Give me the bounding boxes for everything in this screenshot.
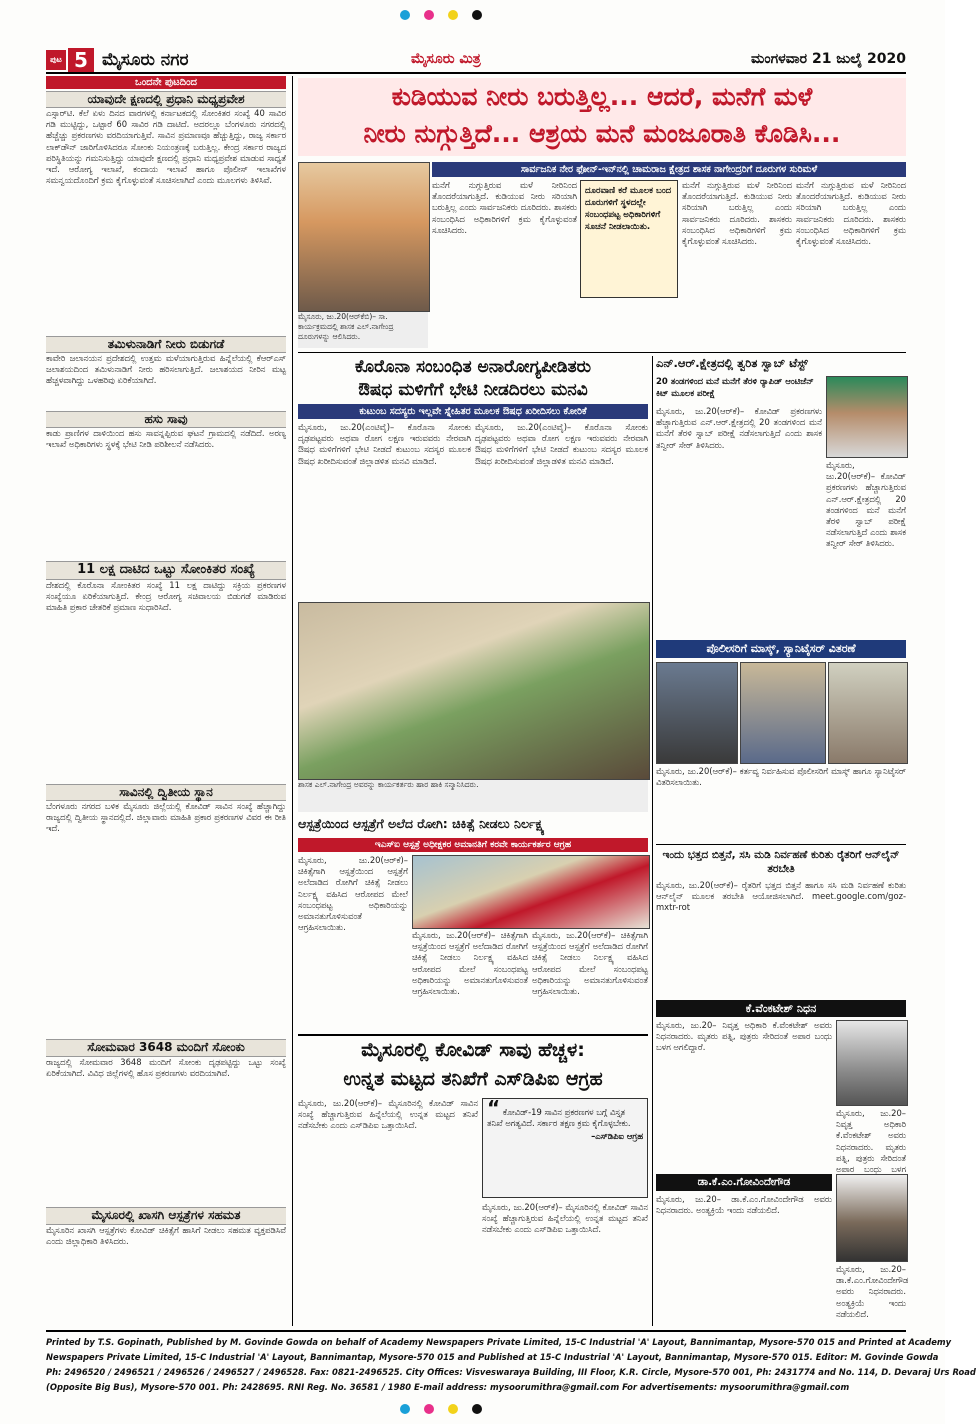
hospital-photo [412,855,650,929]
police-body: ಮೈಸೂರು, ಜು.20(ಆರ್‌ಕೆ)– ಕರ್ತವ್ಯ ನಿರ್ವಹಿಸುವ ಪೊಲೀಸರಿಗೆ ಮಾಸ್ಕ್ ಹಾಗೂ ಸ್ಯಾನಿಟೈಸರ್ ವಿತರಿಸಲಾಯಿತು. [656,766,906,788]
page-label: ಪುಟ [46,50,66,70]
online-headline: ಇಂದು ಭತ್ತದ ಬಿತ್ತನೆ, ಸಸಿ ಮಡಿ ನಿರ್ವಹಣೆ ಕುರಿತು ರೈತರಿಗೆ ಆನ್‌ಲೈನ್ ತರಬೇತಿ [662,849,900,875]
continued-label: ಒಂದನೇ ಪುಟದಿಂದ [46,76,286,89]
online-body: ಮೈಸೂರು, ಜು.20(ಆರ್‌ಕೆ)– ರೈತರಿಗೆ ಭತ್ತದ ಬಿತ್ತನೆ ಹಾಗೂ ಸಸಿ ಮಡಿ ನಿರ್ವಹಣೆ ಕುರಿತು ಆನ್‌ಲೈನ್ ಮೂಲಕ ತರಬೇತಿ ಆಯೋಜಿಸಲಾಗಿದೆ. meet.google.com/goz-mxtr-rot [656,880,906,913]
left-heading-7: ಮೈಸೂರಲ್ಲಿ ಖಾಸಗಿ ಆಸ್ಪತ್ರೆಗಳ ಸಹಮತ [46,1207,286,1225]
column-rule-left [292,76,293,1326]
police-headline: ಪೊಲೀಸರಿಗೆ ಮಾಸ್ಕ್, ಸ್ಯಾನಿಟೈಸರ್ ವಿತರಣೆ [656,640,906,658]
corona-body-1: ಮೈಸೂರು, ಜು.20(ಎಂಟಿವೈ)– ಕೊರೊನಾ ಸೋಂಕು ದೃಢಪಟ್ಟವರು ಅಥವಾ ರೋಗ ಲಕ್ಷಣ ಇರುವವರು ನೇರವಾಗಿ ಔಷಧ ಮಳಿಗೆಗಳಿಗೆ ಭೇಟಿ ನೀಡದೆ ಕುಟುಂಬ ಸದಸ್ಯರ ಮೂಲಕ ಔಷಧ ಖರೀದಿಸುವಂತೆ ಜಿಲ್ಲಾಡಳಿತ ಮನವಿ ಮಾಡಿದೆ. [298,422,471,466]
left-heading-2: ತಮಿಳುನಾಡಿಗೆ ನೀರು ಬಿಡುಗಡೆ [46,336,286,353]
lead-body-1: ಮನೆಗೆ ನುಗ್ಗುತ್ತಿರುವ ಮಳೆ ನೀರಿನಿಂದ ತೊಂದರೆಯಾಗುತ್ತಿದೆ. ಕುಡಿಯುವ ನೀರು ಸರಿಯಾಗಿ ಬರುತ್ತಿಲ್ಲ ಎಂದು ಸಾರ್ವಜನಿಕರು ದೂರಿದರು. ಶಾಸಕರು ಸಂಬಂಧಿಸಿದ ಅಧಿಕಾರಿಗಳಿಗೆ ಕ್ರಮ ಕೈಗೊಳ್ಳುವಂತೆ ಸೂಚಿಸಿದರು. [432,180,577,235]
registration-marks [400,10,550,20]
sdpi-headline-line1: ಮೈಸೂರಲ್ಲಿ ಕೋವಿಡ್ ಸಾವು ಹೆಚ್ಚಳ: [361,1039,585,1061]
issue-date: ಮಂಗಳವಾರ 21 ಜುಲೈ 2020 [751,51,906,67]
quote-mark-icon: “ [487,1096,501,1120]
lead-headline-line2: ನೀರು ನುಗ್ಗುತ್ತಿದೆ... ಆಶ್ರಯ ಮನೆ ಮಂಜೂರಾತಿ ಕೊಡಿಸಿ... [363,119,841,148]
obituary-2-body: ಮೈಸೂರು, ಜು.20– ಡಾ.ಕೆ.ಎಂ.ಗೋವಿಂದೇಗೌಡ ಅವರು ನಿಧನರಾದರು. ಅಂತ್ಯಕ್ರಿಯೆ ಇಂದು ನಡೆಯಲಿದೆ. [656,1194,832,1216]
sdpi-body-2: ಮೈಸೂರು, ಜು.20(ಆರ್‌ಕೆ)– ಮೈಸೂರಿನಲ್ಲಿ ಕೋವಿಡ್ ಸಾವಿನ ಸಂಖ್ಯೆ ಹೆಚ್ಚಾಗುತ್ತಿರುವ ಹಿನ್ನೆಲೆಯಲ್ಲಿ ಉನ್ನತ ಮಟ್ಟದ ತನಿಖೆ ನಡೆಸಬೇಕು ಎಂದು ಎಸ್‌ಡಿಪಿಐ ಒತ್ತಾಯಿಸಿದೆ. [482,1202,648,1235]
corona-headline-line1: ಕೊರೊನಾ ಸಂಬಂಧಿತ ಅನಾರೋಗ್ಯಪೀಡಿತರು [354,357,592,377]
obituary-1-photo [836,1020,908,1106]
hospital-headline: ಆಸ್ಪತ್ರೆಯಿಂದ ಆಸ್ಪತ್ರೆಗೆ ಅಲೆದ ರೋಗಿ: ಚಿಕಿತ್ಸೆ ನೀಡಲು ನಿರ್ಲಕ್ಷ್ಯ [298,816,545,831]
obituary-2-photo [836,1174,908,1262]
lead-subhead: ಸಾರ್ವಜನಿಕ ನೇರ ಫೋನ್-ಇನ್‌ನಲ್ಲಿ ಚಾಮರಾಜ ಕ್ಷೇತ್ರದ ಶಾಸಕ ನಾಗೇಂದ್ರರಿಗೆ ದೂರುಗಳ ಸುರಿಮಳೆ [432,162,906,177]
lead-headline [298,78,906,156]
obituary-2-body-2: ಮೈಸೂರು, ಜು.20– ಡಾ.ಕೆ.ಎಂ.ಗೋವಿಂದೇಗೌಡ ಅವರು ನಿಧನರಾದರು. ಅಂತ್ಯಕ್ರಿಯೆ ಇಂದು ನಡೆಯಲಿದೆ. [836,1264,909,1319]
hospital-subhead: ಇಎಸ್‌ಐ ಆಸ್ಪತ್ರೆ ಅಧೀಕ್ಷಕರ ಅಮಾನತಿಗೆ ಕರವೇ ಕಾರ್ಯಕರ್ತರ ಆಗ್ರಹ [298,838,648,852]
left-heading-6: ಸೋಮವಾರ 3648 ಮಂದಿಗೆ ಸೋಂಕು [46,1039,286,1057]
lead-bottom-rule [298,352,906,353]
registration-marks-bottom [400,1404,550,1414]
corona-subhead: ಕುಟುಂಬ ಸದಸ್ಯರು ಇಲ್ಲವೇ ಸ್ನೇಹಿತರ ಮೂಲಕ ಔಷಧ ಖರೀದಿಸಲು ಕೋರಿಕೆ [298,404,648,419]
sdpi-headline-line2: ಉನ್ನತ ಮಟ್ಟದ ತನಿಖೆಗೆ ಎಸ್‌ಡಿಪಿಐ ಆಗ್ರಹ [343,1068,603,1090]
paper-name: ಮೈಸೂರು ಮಿತ್ರ [411,51,481,67]
imprint-line-3: Ph: 2496520 / 2496521 / 2496526 / 2496527 / 2496528. Fax: 0821-2496525. City Offices: Visveswaraya Building, III Floor, K.R. Circle, Mysore-570 001, Ph: 2431774 and No. 114, D. Devaraj Urs Road [46,1367,976,1377]
left-heading-4: 11 ಲಕ್ಷ ದಾಟಿದ ಒಟ್ಟು ಸೋಂಕಿತರ ಸಂಖ್ಯೆ [46,561,286,580]
lead-headline-line1: ಕುಡಿಯುವ ನೀರು ಬರುತ್ತಿಲ್ಲ... ಆದರೆ, ಮನೆಗೆ ಮಳೆ [391,82,813,111]
sdpi-quote-author: –ಎಸ್‌ಡಿಪಿಐ ಆಗ್ರಹ [591,1131,643,1141]
corona-body-2: ಮೈಸೂರು, ಜು.20(ಎಂಟಿವೈ)– ಕೊರೊನಾ ಸೋಂಕು ದೃಢಪಟ್ಟವರು ಅಥವಾ ರೋಗ ಲಕ್ಷಣ ಇರುವವರು ನೇರವಾಗಿ ಔಷಧ ಮಳಿಗೆಗಳಿಗೆ ಭೇಟಿ ನೀಡದೆ ಕುಟುಂಬ ಸದಸ್ಯರ ಮೂಲಕ ಔಷಧ ಖರೀದಿಸುವಂತೆ ಜಿಲ್ಲಾಡಳಿತ ಮನವಿ ಮಾಡಿದೆ. [475,422,648,466]
corona-headline [298,356,648,402]
felicitation-photo [298,602,650,780]
left-article-1: ಎಸ್ಸಾರ್‌ಟಿ. ಕೆಲೆ ಏಳು ದಿನದ ವಾರಗಳಲ್ಲಿ ಕರ್ನಾಟಕದಲ್ಲಿ ಸೋಂಕಿತರ ಸಂಖ್ಯೆ 40 ಸಾವಿರ ಗಡಿ ಮುಟ್ಟಿದ್ದು, ಒಟ್ಟಾರೆ 60 ಸಾವಿರ ಗಡಿ ದಾಟಿದೆ. ಅದರಲ್ಲೂ ಬೆಂಗಳೂರು ನಗರದಲ್ಲಿ ಹೆಚ್ಚೆಚ್ಚು ಪ್ರಕರಣಗಳು ವರದಿಯಾಗುತ್ತಿವೆ. ಸಾವಿನ ಪ್ರಮಾಣವೂ ಹೆಚ್ಚುತ್ತಿದ್ದು, ರಾಜ್ಯ ಸರ್ಕಾರ ಲಾಕ್‌ಡೌನ್ ಜಾರಿಗೊಳಿಸಿದರೂ ಸೋಂಕು ನಿಯಂತ್ರಣಕ್ಕೆ ಬರುತ್ತಿಲ್ಲ. ಕೇಂದ್ರ ಸರ್ಕಾರ ರಾಜ್ಯದ ಪರಿಸ್ಥಿತಿಯನ್ನು ಗಮನಿಸುತ್ತಿದ್ದು ಯಾವುದೇ ಕ್ಷಣದಲ್ಲಿ ಪ್ರಧಾನಿ ಮಧ್ಯಪ್ರವೇಶ ಮಾಡುವ ಸಾಧ್ಯತೆ ಇದೆ. ಆರೋಗ್ಯ ಇಲಾಖೆ, ಕಂದಾಯ ಇಲಾಖೆ ಹಾಗೂ ಪೊಲೀಸ್ ಇಲಾಖೆಗಳ ಸಮನ್ವಯದೊಂದಿಗೆ ಕ್ರಮ ಕೈಗೊಳ್ಳುವಂತೆ ಸೂಚಿಸಲಾಗಿದೆ ಎಂದು ಮೂಲಗಳು ತಿಳಿಸಿವೆ. [46,108,286,186]
mla-photo [298,162,430,312]
lead-pull-quote: ದೂರವಾಣಿ ಕರೆ ಮೂಲಕ ಬಂದ ದೂರುಗಳಿಗೆ ಸ್ಥಳದಲ್ಲೇ ಸಂಬಂಧಪಟ್ಟ ಅಧಿಕಾರಿಗಳಿಗೆ ಸೂಚನೆ ನೀಡಲಾಯಿತು. [580,180,678,298]
masthead [46,48,906,74]
left-article-4: ದೇಶದಲ್ಲಿ ಕೊರೊನಾ ಸೋಂಕಿತರ ಸಂಖ್ಯೆ 11 ಲಕ್ಷ ದಾಟಿದ್ದು ಸಕ್ರಿಯ ಪ್ರಕರಣಗಳ ಸಂಖ್ಯೆಯೂ ಏರಿಕೆಯಾಗುತ್ತಿದೆ. ಕೇಂದ್ರ ಆರೋಗ್ಯ ಸಚಿವಾಲಯ ಬಿಡುಗಡೆ ಮಾಡಿರುವ ಮಾಹಿತಿ ಪ್ರಕಾರ ಚೇತರಿಕೆ ಪ್ರಮಾಣ ಸುಧಾರಿಸಿದೆ. [46,580,286,613]
obituary-1-headline: ಕೆ.ವೆಂಕಟೇಶ್ ನಿಧನ [656,1000,906,1017]
left-article-5: ಬೆಂಗಳೂರು ನಗರದ ಬಳಿಕ ಮೈಸೂರು ಜಿಲ್ಲೆಯಲ್ಲಿ ಕೋವಿಡ್ ಸಾವಿನ ಸಂಖ್ಯೆ ಹೆಚ್ಚಾಗಿದ್ದು ರಾಜ್ಯದಲ್ಲಿ ದ್ವಿತೀಯ ಸ್ಥಾನದಲ್ಲಿದೆ. ಜಿಲ್ಲಾವಾರು ಮಾಹಿತಿ ಪ್ರಕಾರ ಪ್ರಕರಣಗಳ ವಿವರ ಈ ರೀತಿ ಇದೆ. [46,801,286,834]
sdpi-headline [298,1034,648,1096]
page-number: 5 [68,48,94,72]
sdpi-quote: “ ಕೋವಿಡ್-19 ಸಾವಿನ ಪ್ರಕರಣಗಳ ಬಗ್ಗೆ ವಿಸ್ತೃತ ತನಿಖೆ ಅಗತ್ಯವಿದೆ. ಸರ್ಕಾರ ತಕ್ಷಣ ಕ್ರಮ ಕೈಗೊಳ್ಳಬೇಕು. –ಎಸ್‌ಡಿಪಿಐ ಆಗ್ರಹ [482,1098,648,1198]
imprint-line-2: Newspapers Private Limited, 15-C Industrial 'A' Layout, Bannimantap, Mysore-570 015 and Published at 15-C Industrial 'A' Layout, Bannimantap, Mysore-570 015. Editor: M. Govinde Gowda [46,1352,939,1362]
police-photo-2 [740,662,826,764]
tanveer-photo [826,376,908,458]
obituary-1-body-2: ಮೈಸೂರು, ಜು.20– ನಿವೃತ್ತ ಅಧಿಕಾರಿ ಕೆ.ವೆಂಕಟೇಶ್ ಅವರು ನಿಧನರಾದರು. ಮೃತರು ಪತ್ನಿ, ಪುತ್ರರು ಸೇರಿದಂತೆ ಅಪಾರ ಬಂಧು ಬಳಗ [836,1108,906,1175]
left-heading-3: ಹಸು ಸಾವು [46,411,286,428]
column-rule-right [652,356,653,1326]
swab-body-1: ಮೈಸೂರು, ಜು.20(ಆರ್‌ಕೆ)– ಕೋವಿಡ್ ಪ್ರಕರಣಗಳು ಹೆಚ್ಚಾಗುತ್ತಿರುವ ಎನ್.ಆರ್.ಕ್ಷೇತ್ರದಲ್ಲಿ 20 ತಂಡಗಳಿಂದ ಮನೆ ಮನೆಗೆ ತೆರಳಿ ಸ್ವಾಬ್ ಪರೀಕ್ಷೆ ನಡೆಸಲಾಗುತ್ತಿದೆ ಎಂದು ಶಾಸಕ ತನ್ವೀರ್ ಸೇಠ್ ತಿಳಿಸಿದರು. [656,406,822,450]
sdpi-body-1: ಮೈಸೂರು, ಜು.20(ಆರ್‌ಕೆ)– ಮೈಸೂರಿನಲ್ಲಿ ಕೋವಿಡ್ ಸಾವಿನ ಸಂಖ್ಯೆ ಹೆಚ್ಚಾಗುತ್ತಿರುವ ಹಿನ್ನೆಲೆಯಲ್ಲಿ ಉನ್ನತ ಮಟ್ಟದ ತನಿಖೆ ನಡೆಸಬೇಕು ಎಂದು ಎಸ್‌ಡಿಪಿಐ ಒತ್ತಾಯಿಸಿದೆ. [298,1098,478,1131]
hospital-body-3: ಮೈಸೂರು, ಜು.20(ಆರ್‌ಕೆ)– ಚಿಕಿತ್ಸೆಗಾಗಿ ಆಸ್ಪತ್ರೆಯಿಂದ ಆಸ್ಪತ್ರೆಗೆ ಅಲೆದಾಡಿದ ರೋಗಿಗೆ ಚಿಕಿತ್ಸೆ ನೀಡಲು ನಿರ್ಲಕ್ಷ್ಯ ವಹಿಸಿದ ಆರೋಪದ ಮೇಲೆ ಸಂಬಂಧಪಟ್ಟ ಅಧಿಕಾರಿಯನ್ನು ಅಮಾನತುಗೊಳಿಸುವಂತೆ ಆಗ್ರಹಿಸಲಾಯಿತು. [532,930,648,997]
corona-headline-line2: ಔಷಧ ಮಳಿಗೆಗೆ ಭೇಟಿ ನೀಡದಿರಲು ಮನವಿ [358,380,588,400]
left-article-2: ಕಾವೇರಿ ಜಲಾನಯನ ಪ್ರದೇಶದಲ್ಲಿ ಉತ್ತಮ ಮಳೆಯಾಗುತ್ತಿರುವ ಹಿನ್ನೆಲೆಯಲ್ಲಿ ಕೆಆರ್‌ಎಸ್ ಜಲಾಶಯದಿಂದ ತಮಿಳುನಾಡಿಗೆ ನೀರು ಹರಿಸಲಾಗುತ್ತಿದೆ. ಜಲಾಶಯದ ನೀರಿನ ಮಟ್ಟ ಹೆಚ್ಚಳವಾಗಿದ್ದು ಒಳಹರಿವು ಏರಿಕೆಯಾಗಿದೆ. [46,353,286,386]
obituary-1-body-1: ಮೈಸೂರು, ಜು.20– ನಿವೃತ್ತ ಅಧಿಕಾರಿ ಕೆ.ವೆಂಕಟೇಶ್ ಅವರು ನಿಧನರಾದರು. ಮೃತರು ಪತ್ನಿ, ಪುತ್ರರು ಸೇರಿದಂತೆ ಅಪಾರ ಬಂಧು ಬಳಗ ಅಗಲಿದ್ದಾರೆ. [656,1020,832,1053]
swab-subhead: 20 ತಂಡಗಳಿಂದ ಮನೆ ಮನೆಗೆ ತೆರಳಿ ರ‍್ಯಾಪಿಡ್ ಆಂಟಿಜೆನ್ ಕಿಟ್ ಮೂಲಕ ಪರೀಕ್ಷೆ [656,377,814,399]
swab-headline: ಎನ್.ಆರ್.ಕ್ಷೇತ್ರದಲ್ಲಿ ತ್ವರಿತ ಸ್ವಾಬ್ ಟೆಸ್ಟ್ [656,356,808,370]
imprint-line-1: Printed by T.S. Gopinath, Published by M. Govinde Gowda on behalf of Academy Newspapers Private Limited, 15-C Industrial 'A' Layout, Bannimantap, Mysore-570 015 and Printed at Academy [46,1337,952,1347]
obituary-2-headline: ಡಾ.ಕೆ.ಎಂ.ಗೋವಿಂದೇಗೌಡ [656,1174,832,1191]
left-heading-1: ಯಾವುದೇ ಕ್ಷಣದಲ್ಲಿ ಪ್ರಧಾನಿ ಮಧ್ಯಪ್ರವೇಶ [46,91,286,108]
mla-photo-caption: ಮೈಸೂರು, ಜು.20(ಆರ್‌ಕೆಬಿ)– ಸಾ. ಕಾರ್ಯಕ್ರಮದಲ್ಲಿ ಶಾಸಕ ಎಲ್.ನಾಗೇಂದ್ರ ದೂರುಗಳನ್ನು ಆಲಿಸಿದರು. [298,312,428,348]
imprint-line-4: (Opposite Big Bus), Mysore-570 001. Ph: 2428695. RNI Reg. No. 36581 / 1980 E-mail address: mysoorumithra@gmail.com For advertisements: mysoorumithra@gmail.com [46,1382,850,1392]
police-photo-3 [828,662,908,764]
left-article-3: ಕಾಡು ಪ್ರಾಣಿಗಳ ದಾಳಿಯಿಂದ ಹಸು ಸಾವನ್ನಪ್ಪಿರುವ ಘಟನೆ ಗ್ರಾಮದಲ್ಲಿ ನಡೆದಿದೆ. ಅರಣ್ಯ ಇಲಾಖೆ ಅಧಿಕಾರಿಗಳು ಸ್ಥಳಕ್ಕೆ ಭೇಟಿ ನೀಡಿ ಪರಿಶೀಲನೆ ನಡೆಸಿದರು. [46,428,286,450]
left-article-7: ಮೈಸೂರಿನ ಖಾಸಗಿ ಆಸ್ಪತ್ರೆಗಳು ಕೋವಿಡ್ ಚಿಕಿತ್ಸೆಗೆ ಹಾಸಿಗೆ ನೀಡಲು ಸಹಮತ ವ್ಯಕ್ತಪಡಿಸಿವೆ ಎಂದು ಜಿಲ್ಲಾಧಿಕಾರಿ ತಿಳಿಸಿದರು. [46,1225,286,1247]
left-article-6: ರಾಜ್ಯದಲ್ಲಿ ಸೋಮವಾರ 3648 ಮಂದಿಗೆ ಸೋಂಕು ದೃಢಪಟ್ಟಿದ್ದು ಒಟ್ಟು ಸಂಖ್ಯೆ ಏರಿಕೆಯಾಗಿದೆ. ವಿವಿಧ ಜಿಲ್ಲೆಗಳಲ್ಲಿ ಹೊಸ ಪ್ರಕರಣಗಳು ವರದಿಯಾಗಿವೆ. [46,1057,286,1079]
hospital-body-2: ಮೈಸೂರು, ಜು.20(ಆರ್‌ಕೆ)– ಚಿಕಿತ್ಸೆಗಾಗಿ ಆಸ್ಪತ್ರೆಯಿಂದ ಆಸ್ಪತ್ರೆಗೆ ಅಲೆದಾಡಿದ ರೋಗಿಗೆ ಚಿಕಿತ್ಸೆ ನೀಡಲು ನಿರ್ಲಕ್ಷ್ಯ ವಹಿಸಿದ ಆರೋಪದ ಮೇಲೆ ಸಂಬಂಧಪಟ್ಟ ಅಧಿಕಾರಿಯನ್ನು ಅಮಾನತುಗೊಳಿಸುವಂತೆ ಆಗ್ರಹಿಸಲಾಯಿತು. [412,930,528,997]
police-photo-1 [656,662,738,764]
section-title: ಮೈಸೂರು ನಗರ [102,50,189,70]
lead-body-2: ಮನೆಗೆ ನುಗ್ಗುತ್ತಿರುವ ಮಳೆ ನೀರಿನಿಂದ ತೊಂದರೆಯಾಗುತ್ತಿದೆ. ಕುಡಿಯುವ ನೀರು ಸರಿಯಾಗಿ ಬರುತ್ತಿಲ್ಲ ಎಂದು ಸಾರ್ವಜನಿಕರು ದೂರಿದರು. ಶಾಸಕರು ಸಂಬಂಧಿಸಿದ ಅಧಿಕಾರಿಗಳಿಗೆ ಕ್ರಮ ಕೈಗೊಳ್ಳುವಂತೆ ಸೂಚಿಸಿದರು. [682,180,792,247]
hospital-body-1: ಮೈಸೂರು, ಜು.20(ಆರ್‌ಕೆ)– ಚಿಕಿತ್ಸೆಗಾಗಿ ಆಸ್ಪತ್ರೆಯಿಂದ ಆಸ್ಪತ್ರೆಗೆ ಅಲೆದಾಡಿದ ರೋಗಿಗೆ ಚಿಕಿತ್ಸೆ ನೀಡಲು ನಿರ್ಲಕ್ಷ್ಯ ವಹಿಸಿದ ಆರೋಪದ ಮೇಲೆ ಸಂಬಂಧಪಟ್ಟ ಅಧಿಕಾರಿಯನ್ನು ಅಮಾನತುಗೊಳಿಸುವಂತೆ ಆಗ್ರಹಿಸಲಾಯಿತು. [298,855,408,933]
swab-body-2: ಮೈಸೂರು, ಜು.20(ಆರ್‌ಕೆ)– ಕೋವಿಡ್ ಪ್ರಕರಣಗಳು ಹೆಚ್ಚಾಗುತ್ತಿರುವ ಎನ್.ಆರ್.ಕ್ಷೇತ್ರದಲ್ಲಿ 20 ತಂಡಗಳಿಂದ ಮನೆ ಮನೆಗೆ ತೆರಳಿ ಸ್ವಾಬ್ ಪರೀಕ್ಷೆ ನಡೆಸಲಾಗುತ್ತಿದೆ ಎಂದು ಶಾಸಕ ತನ್ವೀರ್ ಸೇಠ್ ತಿಳಿಸಿದರು. [826,460,906,549]
lead-body-3: ಮನೆಗೆ ನುಗ್ಗುತ್ತಿರುವ ಮಳೆ ನೀರಿನಿಂದ ತೊಂದರೆಯಾಗುತ್ತಿದೆ. ಕುಡಿಯುವ ನೀರು ಸರಿಯಾಗಿ ಬರುತ್ತಿಲ್ಲ ಎಂದು ಸಾರ್ವಜನಿಕರು ದೂರಿದರು. ಶಾಸಕರು ಸಂಬಂಧಿಸಿದ ಅಧಿಕಾರಿಗಳಿಗೆ ಕ್ರಮ ಕೈಗೊಳ್ಳುವಂತೆ ಸೂಚಿಸಿದರು. [796,180,906,247]
imprint [46,1330,976,1403]
left-heading-5: ಸಾವಿನಲ್ಲಿ ದ್ವಿತೀಯ ಸ್ಥಾನ [46,784,286,801]
right-rule-1 [656,844,906,845]
felicitation-caption: ಶಾಸಕ ಎಲ್.ನಾಗೇಂದ್ರ ಅವರನ್ನು ಕಾರ್ಯಕರ್ತರು ಹಾರ ಹಾಕಿ ಸನ್ಮಾನಿಸಿದರು. [298,780,648,812]
